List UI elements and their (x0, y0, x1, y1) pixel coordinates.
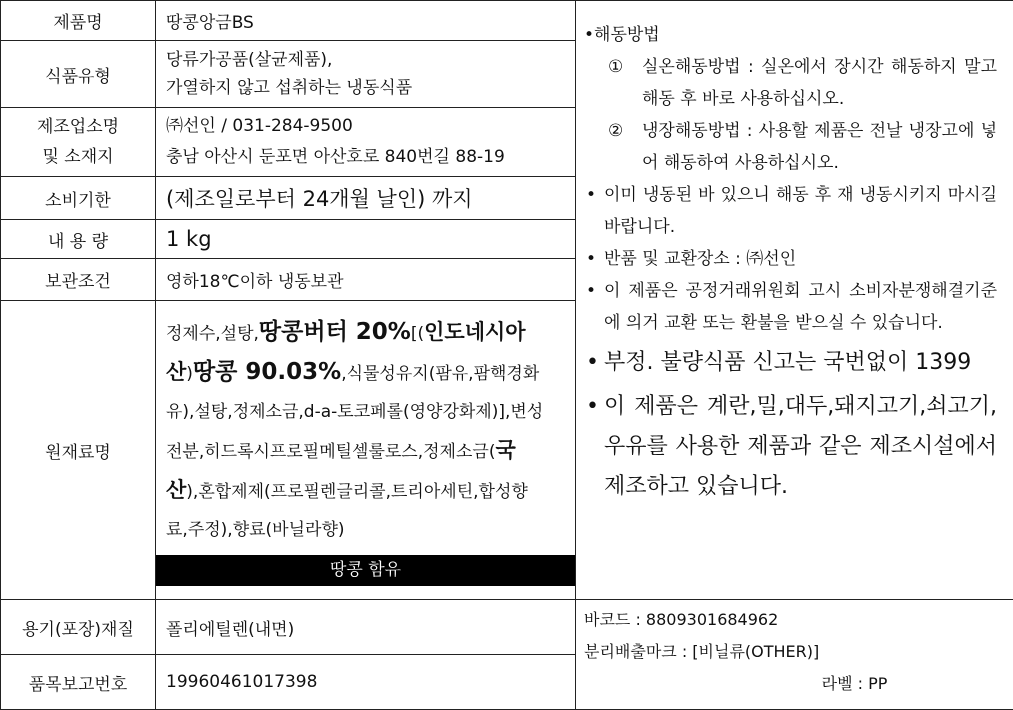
thaw-title: •해동방법 (584, 19, 997, 51)
content-value: 1 kg (156, 220, 576, 259)
product-name-value: 땅콩앙금BS (156, 1, 576, 41)
note-allergen-facility: • 이 제품은 계란,밀,대두,돼지고기,쇠고기,우유를 사용한 제품과 같은 제조시설에서 제조하고 있습니다. (584, 387, 997, 507)
note-refund: • 이 제품은 공정거래위원회 고시 소비자분쟁해결기준에 의거 교환 또는 환불을 받으실 수 있습니다. (584, 275, 997, 339)
bullet-icon: • (584, 275, 604, 339)
barcode-text: 바코드 : 8809301684962 (584, 604, 1005, 636)
product-name-label: 제품명 (1, 1, 156, 41)
bullet-icon: • (584, 343, 604, 383)
ingredients-cell (156, 301, 576, 600)
packaging-label: 용기(포장)재질 (1, 600, 156, 655)
notes-cell (576, 1, 1013, 600)
allergen-banner: 땅콩 함유 (156, 555, 575, 586)
ingredients-label: 원재료명 (1, 301, 156, 600)
content-label: 내 용 량 (1, 220, 156, 259)
packaging-value: 폴리에틸렌(내면) (156, 600, 576, 655)
label-material-text: 라벨 : PP (584, 668, 1005, 700)
barcode-cell (576, 600, 1013, 710)
circled-two-marker: ② (608, 115, 642, 179)
recycle-mark-text: 분리배출마크 : [비닐류(OTHER)] (584, 636, 1005, 668)
thaw-method-1: ① 실온해동방법 : 실온에서 장시간 해동하지 말고 해동 후 바로 사용하십시오. (584, 51, 997, 115)
bullet-icon: • (584, 387, 604, 507)
food-type-value: 당류가공품(살균제품), 가열하지 않고 섭취하는 냉동식품 (156, 41, 576, 108)
report-no-value: 19960461017398 (156, 655, 576, 710)
storage-value: 영하18℃이하 냉동보관 (156, 259, 576, 301)
circled-one-marker: ① (608, 51, 642, 115)
report-no-label: 품목보고번호 (1, 655, 156, 710)
manufacturer-value: ㈜선인 / 031-284-9500 충남 아산시 둔포면 아산호로 840번길 88-19 (156, 108, 576, 177)
ingredients-text: 정제수,설탕,땅콩버터 20%[(인도네시아산)땅콩 90.03%,식물성유지(팜유,팜핵경화유),설탕,정제소금,d-a-토코페롤(영양강화제)],변성전분,히드록시프로필메틸셀룰로스,정제소금(국산),혼합제제(프로필렌글리콜,트리아세틴,합성향료,주정),향료(바닐라향) (156, 301, 575, 555)
bullet-icon: • (584, 179, 604, 243)
note-no-refreeze: • 이미 냉동된 바 있으니 해동 후 재 냉동시키지 마시길 바랍니다. (584, 179, 997, 243)
bullet-icon: • (584, 243, 604, 275)
storage-label: 보관조건 (1, 259, 156, 301)
note-report-hotline: • 부정. 불량식품 신고는 국번없이 1399 (584, 343, 997, 383)
food-type-label: 식품유형 (1, 41, 156, 108)
manufacturer-label: 제조업소명 및 소재지 (1, 108, 156, 177)
thaw-method-2: ② 냉장해동방법 : 사용할 제품은 전날 냉장고에 넣어 해동하여 사용하십시오. (584, 115, 997, 179)
expiry-value: (제조일로부터 24개월 날인) 까지 (156, 177, 576, 220)
expiry-label: 소비기한 (1, 177, 156, 220)
note-return-place: • 반품 및 교환장소 : ㈜선인 (584, 243, 997, 275)
